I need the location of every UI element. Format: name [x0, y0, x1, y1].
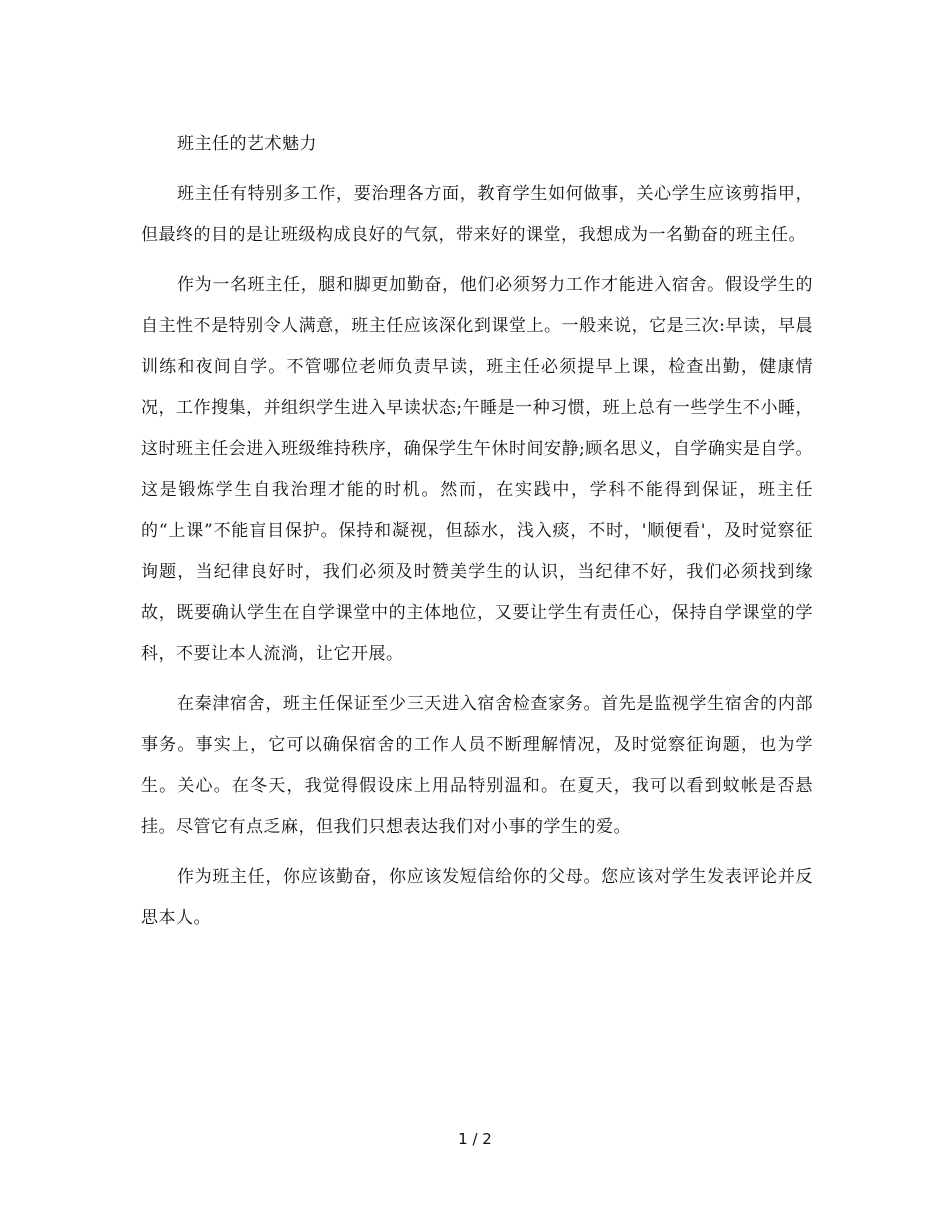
paragraph-2: 作为一名班主任，腿和脚更加勤奋，他们必须努力工作才能进入宿舍。假设学生的自主性不是特别令人满意，班主任应该深化到课堂上。一般来说，它是三次:早读，早晨训练和夜间自学。不管哪位老师负责早读，班主任必须提早上课，检查出勤，健康情况，工作搜集，并组织学生进入早读状态;午睡是一种习惯，班上总有一些学生不小睡，这时班主任会进入班级维持秩序，确保学生午休时间安静;顾名思义，自学确实是自学。这是锻炼学生自我治理才能的时机。然而，在实践中，学科不能得到保证，班主任的“上课”不能盲目保护。保持和凝视，但舔水，浅入痰，不时，'顺便看'，及时觉察征询题，当纪律良好时，我们必须及时赞美学生的认识，当纪律不好，我们必须找到缘故，既要确认学生在自学课堂中的主体地位，又要让学生有责任心，保持自学课堂的学科，不要让本人流淌，让它开展。 — [141, 275, 813, 664]
paragraph-4: 作为班主任，你应该勤奋，你应该发短信给你的父母。您应该对学生发表评论并反思本人。 — [141, 867, 813, 928]
document-title: 班主任的艺术魅力 — [177, 134, 317, 154]
paragraph-1: 班主任有特别多工作，要治理各方面，教育学生如何做事，关心学生应该剪指甲，但最终的目的是让班级构成良好的气氛，带来好的课堂，我想成为一名勤奋的班主任。 — [141, 184, 813, 245]
document-body — [141, 124, 813, 948]
page-number: 1 / 2 — [458, 1130, 492, 1148]
paragraph-3: 在秦津宿舍，班主任保证至少三天进入宿舍检查家务。首先是监视学生宿舍的内部事务。事实上，它可以确保宿舍的工作人员不断理解情况，及时觉察征询题，也为学生。关心。在冬天，我觉得假设床上用品特别温和。在夏天，我可以看到蚊帐是否悬挂。尽管它有点乏麻，但我们只想表达我们对小事的学生的爱。 — [141, 694, 813, 837]
